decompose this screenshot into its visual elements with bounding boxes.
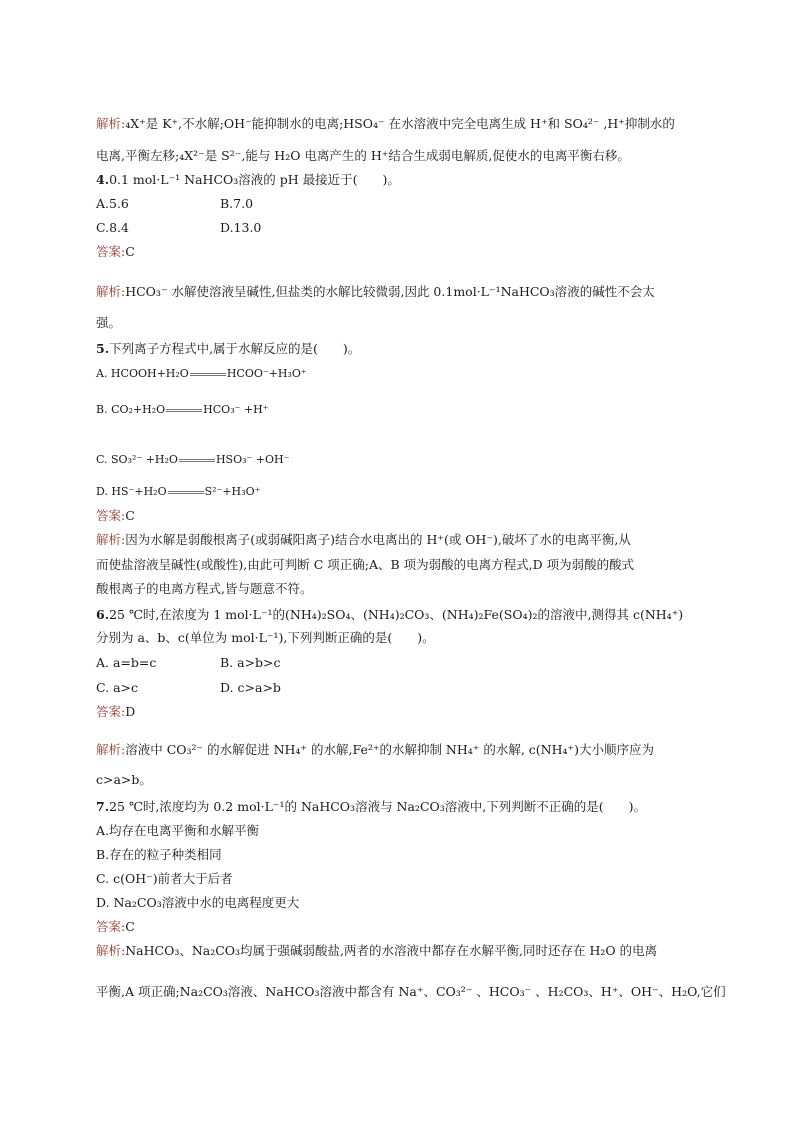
q5-option-c — [96, 454, 289, 465]
equation-right: HCO₃⁻ +H⁺ — [203, 403, 269, 416]
equilibrium-arrow-icon — [190, 373, 226, 376]
q5-analysis-line3: 酸根离子的电离方程式,皆与题意不符。 — [96, 581, 313, 596]
question-number: 7. — [96, 799, 110, 814]
analysis-text: 因为水解是弱酸根离子(或弱碱阳离子)结合水电离出的 H⁺(或 OH⁻),破坏了水的电离平衡,从 — [125, 532, 631, 547]
q7-analysis-line1 — [96, 945, 657, 958]
option-a: A.5.6 — [96, 196, 129, 211]
analysis-label: 解析: — [96, 284, 126, 299]
answer-label: 答案: — [96, 508, 126, 523]
option-c: C. a>c — [96, 680, 138, 695]
q7-stem — [96, 801, 646, 814]
q7-option-d: D. Na₂CO₃溶液中水的电离程度更大 — [96, 895, 300, 910]
q5-option-a — [96, 368, 307, 379]
q4-options-row2 — [96, 222, 344, 235]
equation-left: A. HCOOH+H₂O — [96, 367, 189, 380]
analysis-text: 溶液中 CO₃²⁻ 的水解促进 NH₄⁺ 的水解,Fe²⁺的水解抑制 NH₄⁺ 的水解, c(NH₄⁺)大小顺序应为 — [125, 742, 655, 757]
question-stem: 下列离子方程式中,属于水解反应的是( )。 — [109, 341, 361, 356]
answer-value: C — [125, 919, 135, 934]
answer-label: 答案: — [96, 704, 126, 719]
q6-options-row1 — [96, 657, 344, 670]
q7-option-a: A.均存在电离平衡和水解平衡 — [96, 823, 260, 838]
analysis-text: NaHCO₃、Na₂CO₃均属于强碱弱酸盐,两者的水溶液中都存在水解平衡,同时还存在 H₂O 的电离 — [125, 943, 658, 958]
q7-analysis-line2: 平衡,A 项正确;Na₂CO₃溶液、NaHCO₃溶液中都含有 Na⁺、CO₃²⁻ 、HCO₃⁻ 、H₂CO₃、H⁺、OH⁻、H₂O,它们 — [96, 984, 726, 999]
question-stem: 0.1 mol·L⁻¹ NaHCO₃溶液的 pH 最接近于( )。 — [109, 172, 400, 187]
option-d: D. c>a>b — [220, 680, 281, 695]
q6-options-row2 — [96, 682, 344, 695]
q7-option-b: B.存在的粒子种类相同 — [96, 847, 222, 862]
question-stem: 25 ℃时,浓度均为 0.2 mol·L⁻¹的 NaHCO₃溶液与 Na₂CO₃溶液中,下列判断不正确的是( )。 — [109, 799, 646, 814]
answer-value: C — [125, 244, 135, 259]
q4-stem — [96, 174, 400, 187]
q7-option-c: C. c(OH⁻)前者大于后者 — [96, 871, 233, 886]
analysis-label: 解析: — [96, 742, 126, 757]
q6-stem-line1 — [96, 609, 683, 622]
equilibrium-arrow-icon — [166, 409, 202, 412]
q4-options-row1 — [96, 198, 344, 211]
equation-left: B. CO₂+H₂O — [96, 403, 166, 416]
option-d: D.13.0 — [220, 220, 262, 235]
question-number: 4. — [96, 172, 110, 187]
q6-analysis-line1 — [96, 744, 654, 757]
q4-analysis-line2: 强。 — [96, 315, 122, 330]
analysis-label: 解析: — [96, 116, 126, 131]
q7-answer — [96, 921, 135, 934]
q3-analysis-line2: 电离,平衡左移;₄X²⁻是 S²⁻,能与 H₂O 电离产生的 H⁺结合生成弱电解质,促使水的电离平衡右移。 — [96, 148, 630, 163]
equation-left: D. HS⁻+H₂O — [96, 485, 167, 498]
answer-label: 答案: — [96, 244, 126, 259]
analysis-label: 解析: — [96, 943, 126, 958]
equation-right: HSO₃⁻ +OH⁻ — [215, 453, 290, 466]
option-b: B.7.0 — [220, 196, 254, 211]
option-b: B. a>b>c — [220, 655, 281, 670]
analysis-text: ₄X⁺是 K⁺,不水解;OH⁻能抑制水的电离;HSO₄⁻ 在水溶液中完全电离生成 H⁺和 SO₄²⁻ ,H⁺抑制水的 — [125, 116, 675, 131]
option-a: A. a=b=c — [96, 655, 157, 670]
q4-analysis-line1 — [96, 286, 655, 299]
equation-right: HCOO⁻+H₃O⁺ — [226, 367, 307, 380]
question-number: 6. — [96, 607, 110, 622]
q5-option-b — [96, 404, 269, 415]
q5-answer — [96, 510, 135, 523]
analysis-label: 解析: — [96, 532, 126, 547]
q6-answer — [96, 706, 135, 719]
q5-analysis-line2: 而使盐溶液呈碱性(或酸性),由此可判断 C 项正确;A、B 项为弱酸的电离方程式,D 项为弱酸的酸式 — [96, 557, 635, 572]
q6-stem-line2: 分别为 a、b、c(单位为 mol·L⁻¹),下列判断正确的是( )。 — [96, 630, 435, 645]
question-number: 5. — [96, 341, 110, 356]
equilibrium-arrow-icon — [179, 459, 215, 462]
answer-label: 答案: — [96, 919, 126, 934]
q5-option-d — [96, 486, 260, 497]
equation-left: C. SO₃²⁻ +H₂O — [96, 453, 178, 466]
q5-analysis-line1 — [96, 534, 631, 547]
q5-stem — [96, 343, 360, 356]
equilibrium-arrow-icon — [168, 491, 204, 494]
q4-answer — [96, 246, 135, 259]
question-stem: 25 ℃时,在浓度为 1 mol·L⁻¹的(NH₄)₂SO₄、(NH₄)₂CO₃、(NH₄)₂Fe(SO₄)₂的溶液中,测得其 c(NH₄⁺) — [109, 607, 684, 622]
q3-analysis-line1 — [96, 118, 675, 131]
option-c: C.8.4 — [96, 220, 129, 235]
equation-right: S²⁻+H₃O⁺ — [204, 485, 261, 498]
q6-analysis-line2: c>a>b。 — [96, 772, 152, 787]
answer-value: D — [125, 704, 136, 719]
answer-value: C — [125, 508, 135, 523]
analysis-text: HCO₃⁻ 水解使溶液呈碱性,但盐类的水解比较微弱,因此 0.1mol·L⁻¹NaHCO₃溶液的碱性不会太 — [125, 284, 655, 299]
